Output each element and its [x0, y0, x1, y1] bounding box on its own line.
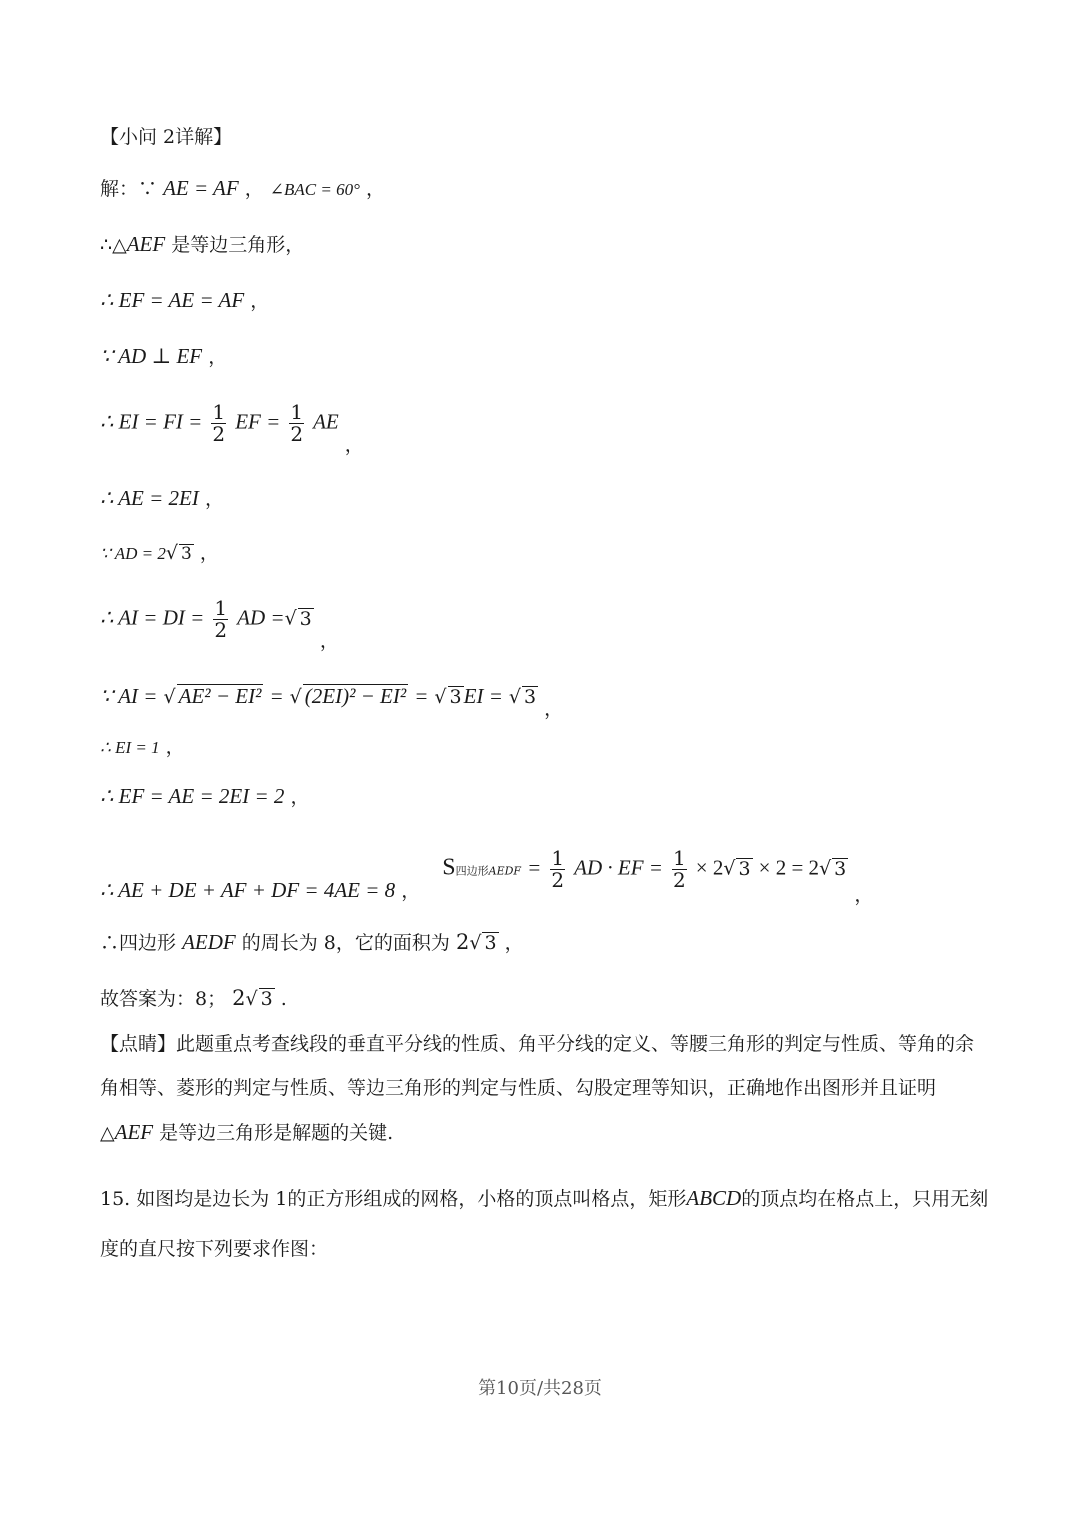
text: 的顶点均在格点上，只用无刻 [741, 1188, 989, 1210]
line-6 [100, 488, 224, 509]
line-11 [100, 786, 309, 807]
math: ∠BAC = 60° [269, 180, 360, 199]
section-title: 【小问 2详解】 [100, 126, 233, 148]
fraction: $\frac{1}{2}$ [214, 596, 228, 642]
text: . [280, 988, 287, 1010]
math: 2 [232, 986, 246, 1010]
text: ， [319, 629, 339, 652]
math: ∴ AE = 2EI [100, 486, 199, 510]
math: ∴ AI = DI = [100, 605, 205, 630]
math: = [414, 684, 429, 708]
fraction: $\frac{1}{2}$ [551, 846, 565, 892]
math: AD = [237, 605, 285, 630]
line-2 [100, 234, 304, 255]
radical: 3 [260, 988, 273, 1010]
math: EI = [463, 684, 503, 708]
math: AE = AF [163, 176, 239, 200]
radical: 3 [484, 932, 497, 954]
line-3 [100, 290, 269, 311]
text: ∴四边形 [100, 932, 177, 954]
fraction: $\frac{1}{2}$ [673, 846, 686, 892]
math: ∵ AI = [100, 684, 158, 708]
math: 2 [455, 930, 470, 954]
text: ， [290, 786, 310, 808]
math: AEF [126, 232, 166, 256]
q15-line-2: 度的直尺按下列要求作图： [100, 1238, 329, 1260]
math: S [442, 854, 456, 881]
math: ∴ EI = 1 [100, 738, 160, 757]
radical: 3 [181, 544, 192, 564]
line-8: ∴ AI = DI = $\frac{1}{2}$ AD =√ 3 ， [100, 596, 339, 652]
text: ∴△ [100, 234, 127, 256]
line-12: ∴ AE + DE + AF + DF = 4AE = 8 ， S四边形AEDF = $\frac{1}{2}$ AD · EF = $\frac{1}{2}$ × 2√ 3 × 2 = 2√ 3 ， [100, 846, 874, 906]
subscript: 四边形 [455, 864, 489, 878]
dianjing-line-2: 角相等、菱形的判定与性质、等边三角形的判定与性质、勾股定理等知识，正确地作出图形并且证明 [100, 1077, 937, 1099]
math: AE [313, 409, 339, 434]
page-footer: 第10页/共28页 [478, 1378, 602, 1399]
radical: 3 [834, 857, 847, 880]
radical: 3 [449, 686, 462, 708]
text: ， [165, 736, 185, 758]
line-14: 故答案为：8； 2√ 3 . [100, 986, 287, 1010]
text: ， [365, 178, 385, 200]
radical: 3 [299, 607, 312, 630]
math: ∵ AD = 2 [100, 544, 166, 563]
math: = [269, 684, 284, 708]
text: 的周长为 8，它的面积为 [241, 932, 450, 954]
text: ， [854, 883, 874, 906]
radical: (2EI)² − EI² [304, 684, 407, 708]
text: 15. 如图均是边长为 1的正方形组成的网格，小格的顶点叫格点，矩形 [100, 1188, 687, 1210]
text: ， [344, 433, 364, 456]
math: ∴ EI = FI = [100, 409, 203, 434]
line-4 [100, 346, 227, 367]
line-7: ∵ AD = 2√ 3 ， [100, 542, 219, 564]
q15-line-1 [100, 1176, 990, 1221]
dianjing-line-3 [100, 1110, 990, 1155]
math: × 2 = 2 [758, 855, 820, 880]
dianjing-paragraph [100, 1022, 990, 1155]
text: 是等边三角形是解题的关键. [159, 1122, 394, 1144]
math: ∴ EF = AE = AF [100, 288, 245, 312]
line-13: ∴四边形 AEDF 的周长为 8，它的面积为 2√ 3 ， [100, 930, 524, 954]
math: AEDF [182, 930, 236, 954]
math: = [527, 855, 542, 880]
math: × 2 [695, 855, 724, 880]
math: EF = [235, 409, 281, 434]
math: ∵ AD ⊥ EF [100, 344, 203, 368]
radical: AE² − EI² [178, 684, 262, 708]
text: 解：∵ [100, 178, 158, 200]
math: AEF [114, 1120, 154, 1144]
text: ， [204, 488, 224, 510]
radical: 3 [524, 686, 537, 708]
text: ， [401, 879, 421, 902]
subscript: AEDF [488, 864, 522, 878]
radical: 3 [738, 857, 751, 880]
question-15 [100, 1176, 990, 1271]
fraction: $\frac{1}{2}$ [212, 400, 226, 446]
text: ， [250, 290, 270, 312]
line-5 [100, 400, 364, 456]
text: ， [244, 178, 264, 200]
math: ∴ AE + DE + AF + DF = 4AE = 8 [100, 877, 396, 902]
text: 故答案为：8； [100, 988, 227, 1010]
dianjing-line-1: 【点睛】此题重点考查线段的垂直平分线的性质、角平分线的定义、等腰三角形的判定与性质、等角的余 [100, 1033, 975, 1055]
math: ABCD [686, 1186, 742, 1210]
line-1 [100, 178, 385, 199]
text: ， [504, 932, 524, 954]
text: △ [100, 1122, 115, 1144]
text: ， [544, 698, 564, 720]
line-10 [100, 738, 185, 757]
fraction: $\frac{1}{2}$ [290, 400, 304, 446]
text: 是等边三角形， [171, 234, 305, 256]
line-9: ∵ AI = √ AE² − EI² = √ (2EI)² − EI² = √ 3EI = √ 3 ， [100, 684, 564, 720]
text: ， [199, 542, 219, 564]
math: AD · EF = [574, 855, 663, 880]
text: ， [208, 346, 228, 368]
math: ∴ EF = AE = 2EI = 2 [100, 784, 285, 808]
